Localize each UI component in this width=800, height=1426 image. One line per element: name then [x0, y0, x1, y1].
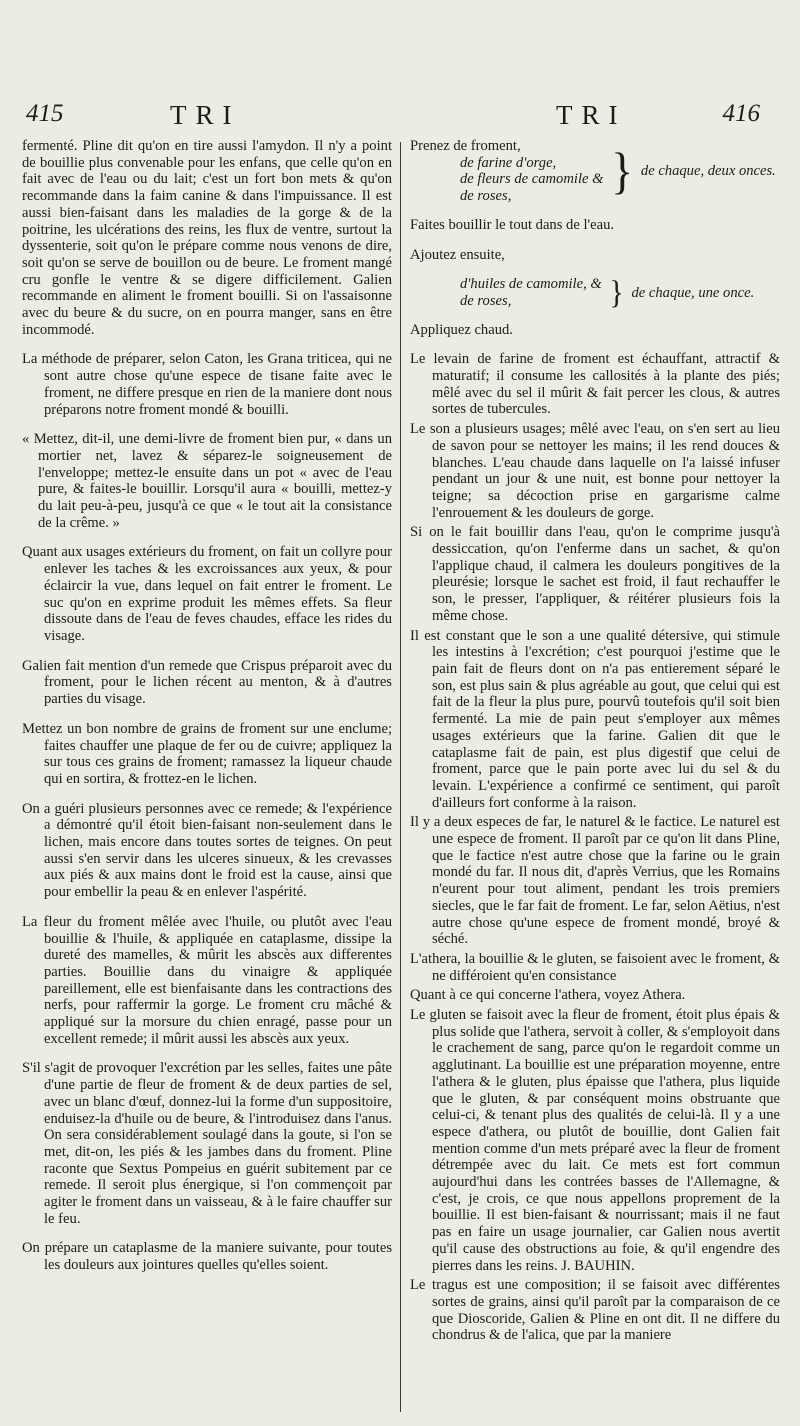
page-number-right: 416: [722, 100, 760, 127]
recipe-ingredients: [410, 276, 602, 309]
recipe-line: Prenez de froment,: [410, 138, 521, 154]
quotation: « Mettez, dit-il, une demi-livre de froment bien pur, « dans un mortier net, lavez & séparez-le soigneusement de l'enveloppe; mettez-le ensuite dans un pot « avec de l'eau pure, & faites-le bouillir. Lorsqu'il aura « bouilli, mettez-y du lait peu-à-peu, jusqu'à ce que « le tout ait la consistance de la crême. »: [22, 431, 392, 531]
recipe-block: [410, 138, 780, 205]
paragraph: Il est constant que le son a une qualité détersive, qui stimule les intestins à l'excrétion; c'est pourquoi j'estime que le pain fait de fleurs dont on n'a pas entierement séparé le son, est plus sain & plus agréable au gout, que celui qui est fait de la fleur la plus pure, pourvû toutefois qu'il soit bien fermenté. La mie de pain peut s'employer aux mêmes usages extérieurs que la farine. Galien dit que le cataplasme fait de pain, est plus digestif que celui de froment, parce que le pain porte avec lui du sel & du levain. L'expérience a confirmé ce sentiment, qui paroît d'ailleurs fort conforme à la raison.: [410, 627, 780, 811]
paragraph: S'il s'agit de provoquer l'excrétion par les selles, faites une pâte d'une partie de fleur de froment & de deux parties de sel, avec un blanc d'œuf, donnez-lui la forme d'un suppositoire, enduisez-la d'huile ou de beure, & l'introduisez dans l'anus. On sera considérablement soulagé dans la goute, si l'on se met, dit-on, les piés & les jambes dans du froment. Pline raconte que Sextus Pompeius en guérit subitement par ce remede. Il seroit plus énergique, si l'on commençoit par agiter le froment dans un vaisseau, & à le faire chauffer sur le feu.: [22, 1060, 392, 1227]
recipe-quantity: de chaque, une once.: [631, 284, 755, 301]
paragraph: Le levain de farine de froment est échauffant, attractif & maturatif; il consume les callosités à la plante des piés; mêlé avec du sel il mûrit & fait percer les clous, & autres sortes de tubercules.: [410, 351, 780, 418]
paragraph: fermenté. Pline dit qu'on en tire aussi l'amydon. Il n'y a point de bouillie plus convenable pour les enfans, que celle qu'on en fait avec de l'eau ou du lait; c'est un fort bon mets & qu'on recommande dans la faim canine & dans l'impuissance. Il est aussi bien-faisant dans les maladies de la gorge & de la poitrine, les ulcérations des reins, les flux de ventre, surtout la dyssenterie, soit qu'on le prépare comme nous venons de dire, soit qu'on se serve de bouillon ou de beure. Le froment mangé cru gonfle le ventre & se digere difficilement. Galien recommande en aliment le froment bouilli. Si on l'assaisonne avec du beure & du sucre, on en pourra manger, sans en être incommodé.: [22, 138, 392, 338]
running-header: [0, 100, 800, 140]
instruction: Appliquez chaud.: [410, 321, 513, 338]
recipe-line: de roses,: [460, 188, 512, 205]
paragraph: La fleur du froment mêlée avec l'huile, ou plutôt avec l'eau bouillie & l'huile, & appliquée en cataplasme, dissipe la dureté des mamelles, & mûrit les abscès aux differentes parties. Bouillie dans du vinaigre & appliquée pareillement, elle est bienfaisante dans les contractions des nerfs, pour raffermir la gorge. Le froment cru mâché & appliqué sur la morsure du chien enragé, passe pour un excellent remede; il mûrit aussi les abscès aux yeux.: [22, 913, 392, 1047]
left-column: [22, 138, 392, 1287]
paragraph: Galien fait mention d'un remede que Crispus préparoit avec du froment, pour le lichen récent au menton, & à d'autres parties du visage.: [22, 657, 392, 708]
paragraph: Le gluten se faisoit avec la fleur de froment, étoit plus épais & plus solide que l'athera, servoit à coller, & s'employoit dans le crachement de sang, parce qu'on le regardoit comme un agglutinant. La bouillie est une préparation moyenne, entre l'athera & le gluten, plus épaisse que l'athera, plus liquide que le gluten, & par conséquent moins obstruante que celui-ci, & tenant plus des qualités de celui-là. Il y a une espece d'athera, ou plutôt de bouillie, dont Galien fait mention comme d'un mets préparé avec la fleur de froment détrempée avec du lait. Ce mets est fort commun aujourd'hui dans les contrées basses de l'Allemagne, & c'est, je crois, ce que nous appellons proprement de la bouillie. Il est bien-faisant & nourrissant; mais il ne faut pas en faire un usage journalier, car Galien nous avertit qu'il cause des obstructions au foie, & qu'il engendre des pierres dans les reins. J. BAUHIN.: [410, 1007, 780, 1274]
recipe-line: de fleurs de camomile &: [460, 171, 604, 188]
recipe-line: de roses,: [460, 292, 512, 309]
paragraph: L'athera, la bouillie & le gluten, se faisoient avec le froment, & ne différoient qu'en consistance: [410, 950, 780, 984]
paragraph: Il y a deux especes de far, le naturel & le factice. Le naturel est une espece de froment. Il paroît par ce qu'on lit dans Pline, que le factice n'est autre chose que la farine ou le grain mondé du far. Il nous dit, d'après Verrius, que les Romains n'eurent pour tout aliment, pendant les trois premiers siecles, que le far fait de froment. Le far, selon Aëtius, n'est autre chose qu'une espece de froment mondé, broyé & séché.: [410, 814, 780, 948]
brace-icon: }: [609, 274, 624, 311]
paragraph: Le son a plusieurs usages; mêlé avec l'eau, on s'en sert au lieu de savon pour se nettoyer les mains; il les rend douces & blanches. L'eau chaude dans laquelle on l'a laissé infuser pendant un jour & une nuit, est bonne pour nettoyer la teigne; sa décoction prise en gargarisme calme l'enrouement & les douleurs de gorge.: [410, 421, 780, 521]
paragraph: Quant à ce qui concerne l'athera, voyez Athera.: [410, 987, 686, 1004]
right-column: [410, 138, 780, 1347]
paragraph: La méthode de préparer, selon Caton, les Grana triticea, qui ne sont autre chose qu'une espece de tisane faite avec le froment, ne differe presque en rien de la maniere dont nous préparons notre froment mondé & bouilli.: [22, 351, 392, 418]
page-number-left: 415: [26, 100, 64, 127]
running-title-left: TRI: [170, 100, 241, 130]
recipe-quantity: de chaque, deux onces.: [640, 163, 776, 180]
instruction: Ajoutez ensuite,: [410, 246, 505, 263]
column-divider: [400, 142, 401, 1412]
running-title-right: TRI: [556, 100, 627, 130]
paragraph: Mettez un bon nombre de grains de froment sur une enclume; faites chauffer une plaque de fer ou de cuivre; appliquez la sur tous ces grains de froment; ramassez la liqueur chaude qui en sortira, & frottez-en le lichen.: [22, 720, 392, 787]
recipe-ingredients: [410, 138, 603, 205]
recipe-line: d'huiles de camomile, &: [460, 276, 602, 293]
instruction: Faites bouillir le tout dans de l'eau.: [410, 216, 615, 233]
brace-icon: }: [611, 142, 634, 199]
recipe-block: [410, 276, 780, 309]
recipe-line: de farine d'orge,: [460, 154, 557, 171]
paragraph: On a guéri plusieurs personnes avec ce remede; & l'expérience a démontré qu'il étoit bien-faisant non-seulement dans le lichen, mais encore dans toutes sortes de teignes. On peut aussi s'en servir dans les ulceres sinueux, & les crevasses aux piés & aux mains dont le froid est la cause, ainsi que pour embellir la peau & en enlever l'aspérité.: [22, 800, 392, 901]
paragraph: On prépare un cataplasme de la maniere suivante, pour toutes les douleurs aux jointures quelles qu'elles soient.: [22, 1240, 392, 1274]
paragraph: Le tragus est une composition; il se faisoit avec différentes sortes de grains, ainsi qu'il paroît par la comparaison de ce que Dioscoride, Galien & Pline en ont dit. Il ne differe du chondrus & de l'alica, que par la maniere: [410, 1277, 780, 1344]
paragraph: Quant aux usages extérieurs du froment, on fait un collyre pour enlever les taches & les excroissances aux yeux, & pour éclaircir la vue, dans lequel on fait entrer le froment. Le suc qu'on en exprime produit les mêmes effets. Sa fleur dissoute dans de l'eau de feves chaudes, efface les rides du visage.: [22, 544, 393, 644]
paragraph: Si on le fait bouillir dans l'eau, qu'on le comprime jusqu'à dessiccation, qu'on l'enferme dans un sachet, & qu'on l'applique chaud, il calmera les douleurs pongitives de la pleurésie; lorsque le sachet est froid, il faut rechauffer le son, le presser, l'appliquer, & réitérer plusieurs fois la même chose.: [410, 524, 780, 624]
